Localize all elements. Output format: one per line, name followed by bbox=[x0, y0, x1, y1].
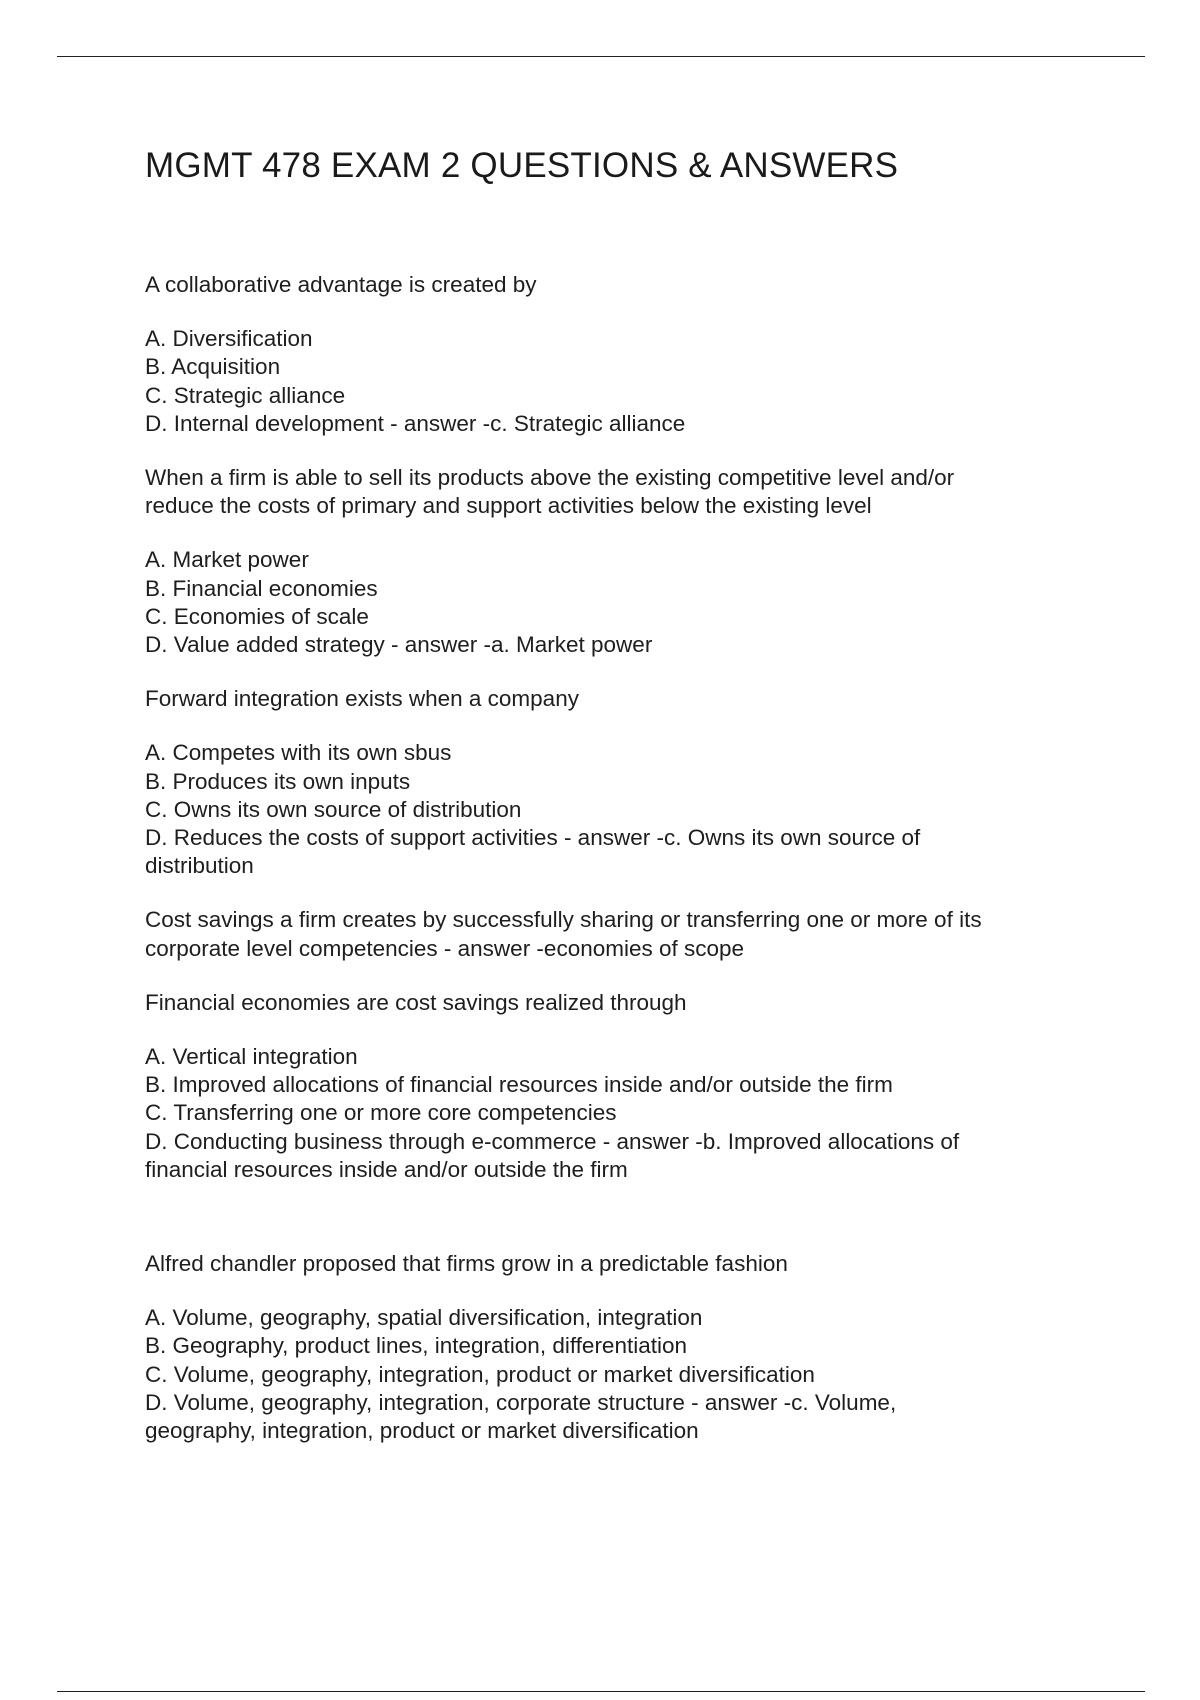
option-line-answer: D. Value added strategy - answer -a. Market power bbox=[145, 632, 653, 658]
option-line-answer: D. Internal development - answer -c. Strategic alliance bbox=[145, 410, 686, 436]
option-line-answer: geography, integration, product or market diversification bbox=[145, 1418, 699, 1444]
option-line: A. Vertical integration bbox=[145, 1044, 358, 1070]
option-line: C. Volume, geography, integration, product or market diversification bbox=[145, 1361, 815, 1387]
question-text: A collaborative advantage is created by bbox=[145, 272, 537, 297]
option-line: A. Market power bbox=[145, 547, 309, 573]
question-text: Cost savings a firm creates by successfully sharing or transferring one or more of its bbox=[145, 907, 982, 933]
option-line-answer: financial resources inside and/or outside the firm bbox=[145, 1156, 628, 1182]
option-line-answer: D. Volume, geography, integration, corporate structure - answer -c. Volume, bbox=[145, 1389, 897, 1415]
option-line: A. Diversification bbox=[145, 326, 313, 352]
options-3 bbox=[145, 739, 1065, 880]
page-title: MGMT 478 EXAM 2 QUESTIONS & ANSWERS bbox=[145, 146, 899, 185]
question-5 bbox=[145, 989, 1065, 1017]
question-text: When a firm is able to sell its products above the existing competitive level and/or bbox=[145, 465, 955, 491]
question-2 bbox=[145, 464, 1065, 520]
question-6 bbox=[145, 1250, 1065, 1278]
question-3 bbox=[145, 685, 1065, 713]
option-line-answer: D. Conducting business through e-commerce - answer -b. Improved allocations of bbox=[145, 1128, 960, 1154]
option-line: C. Owns its own source of distribution bbox=[145, 796, 522, 822]
option-line: B. Improved allocations of financial resources inside and/or outside the firm bbox=[145, 1072, 893, 1098]
top-rule bbox=[57, 56, 1145, 57]
question-text: Forward integration exists when a company bbox=[145, 686, 579, 712]
question-text: Alfred chandler proposed that firms grow in a predictable fashion bbox=[145, 1251, 788, 1277]
question-text-answer: corporate level competencies - answer -economies of scope bbox=[145, 935, 745, 961]
options-6 bbox=[145, 1304, 1065, 1445]
question-1 bbox=[145, 271, 1065, 299]
option-line: B. Geography, product lines, integration, differentiation bbox=[145, 1333, 687, 1359]
option-line: B. Produces its own inputs bbox=[145, 768, 411, 794]
document-body bbox=[145, 271, 1065, 1445]
question-text: Financial economies are cost savings realized through bbox=[145, 989, 687, 1015]
option-line: B. Financial economies bbox=[145, 575, 378, 601]
option-line: C. Transferring one or more core competencies bbox=[145, 1100, 617, 1126]
options-1 bbox=[145, 325, 1065, 438]
option-line: C. Strategic alliance bbox=[145, 382, 346, 408]
options-5 bbox=[145, 1043, 1065, 1184]
option-line: A. Competes with its own sbus bbox=[145, 740, 452, 766]
option-line: A. Volume, geography, spatial diversification, integration bbox=[145, 1305, 703, 1331]
option-line: B. Acquisition bbox=[145, 354, 281, 380]
question-text: reduce the costs of primary and support activities below the existing level bbox=[145, 493, 872, 519]
options-2 bbox=[145, 546, 1065, 659]
option-line-answer: D. Reduces the costs of support activities - answer -c. Owns its own source of bbox=[145, 825, 921, 851]
bottom-rule bbox=[57, 1691, 1145, 1692]
question-4 bbox=[145, 906, 1065, 962]
option-line: C. Economies of scale bbox=[145, 603, 369, 629]
option-line-answer: distribution bbox=[145, 853, 254, 879]
